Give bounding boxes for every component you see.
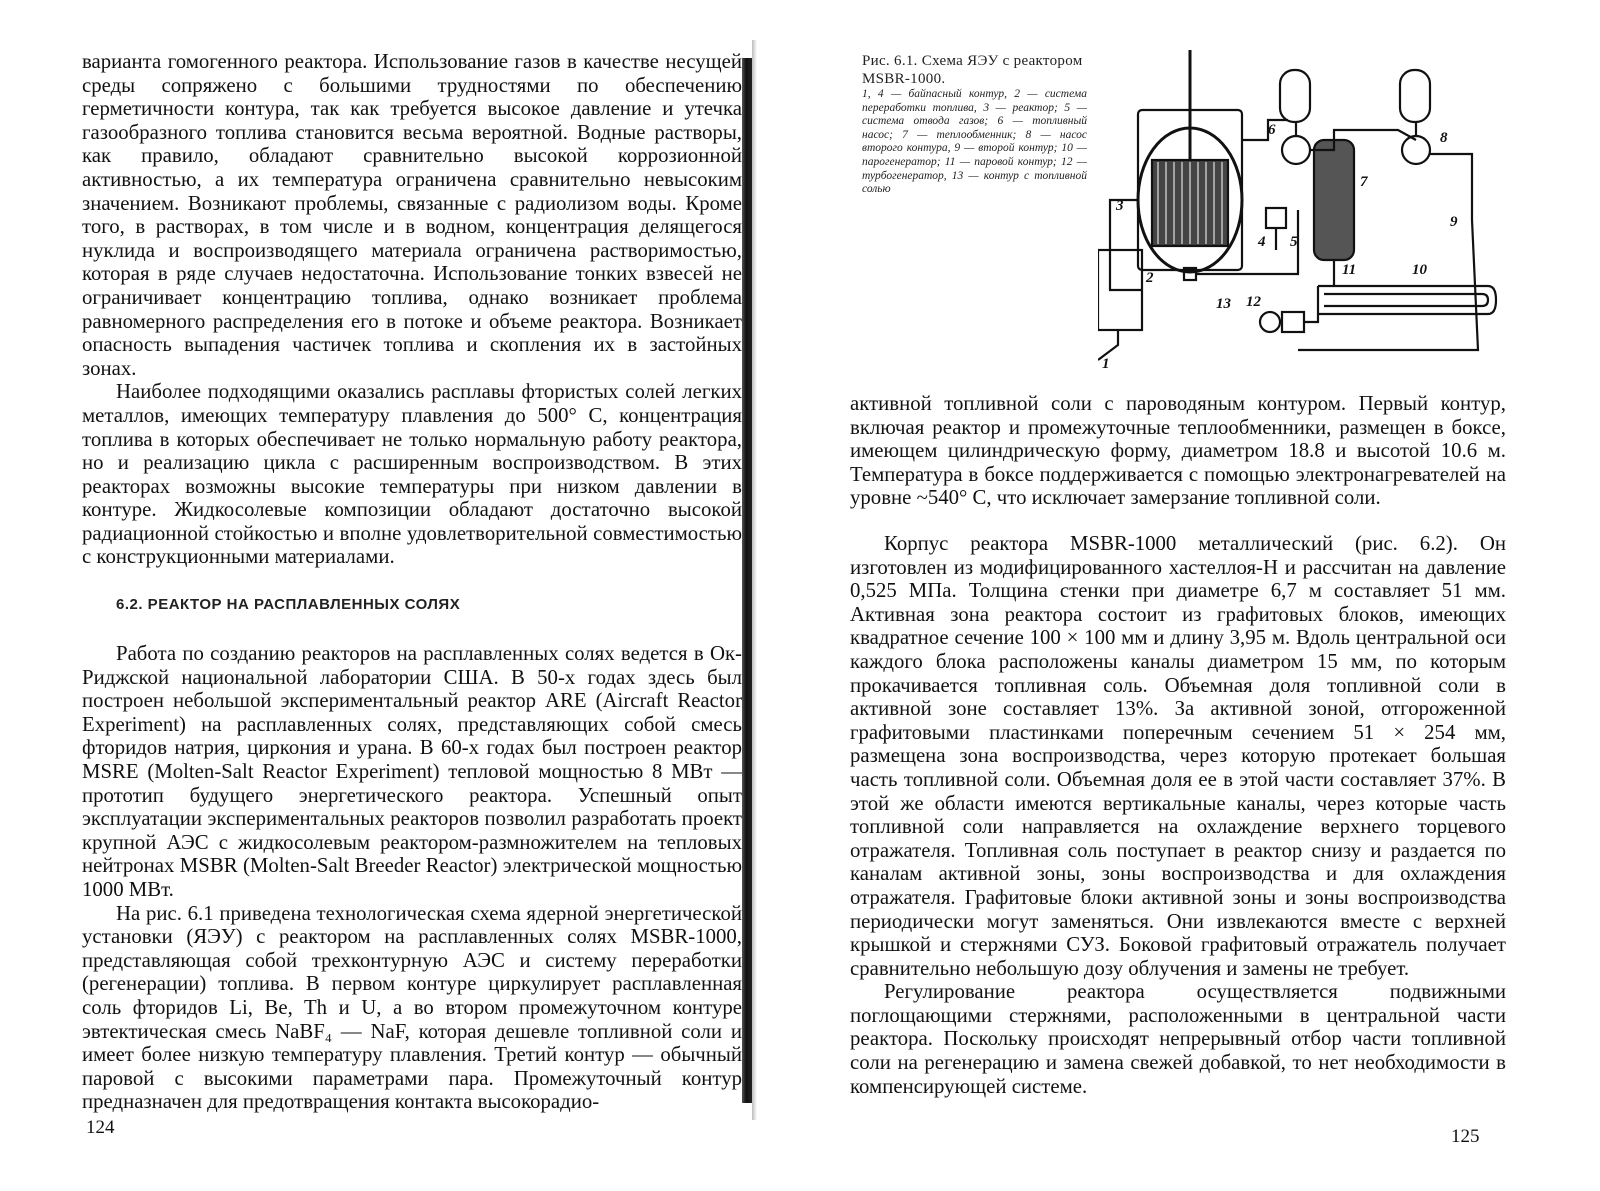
left-page [0, 0, 790, 1191]
right-text-top [850, 392, 1506, 510]
diagram-label: 8 [1440, 130, 1448, 146]
heat-exchanger [1314, 140, 1354, 260]
binding-shadow-edge [752, 40, 757, 1120]
reactor-scheme-diagram [1098, 50, 1498, 370]
right-text-bottom [850, 532, 1506, 1098]
figure-caption-title: Рис. 6.1. Схема ЯЭУ с реактором MSBR-1000. [862, 53, 1083, 87]
binding-shadow [742, 58, 752, 1103]
left-text-bottom [82, 642, 742, 1114]
paragraph: Работа по созданию реакторов на расплавленных солях ведется в Ок-Риджской национальной лаборатории США. В 50-х годах здесь был построен небольшой экспериментальный реактор ARE (Aircraft Reactor Experiment) на расплавленных солях, представляющих собой смесь фторидов натрия, циркония и урана. В 60-х годах был построен реактор MSRE (Molten-Salt Reactor Experiment) тепловой мощностью 8 МВт — прототип будущего энергетического реактора. Успешный опыт эксплуатации экспериментальных реакторов позволил разработать проект крупной АЭС с жидкосолевым реактором-размножителем на тепловых нейтронах MSBR (Molten-Salt Breeder Reactor) электрической мощностью 1000 МВт. [82, 642, 742, 901]
paragraph: Регулирование реактора осуществляется подвижными поглощающими стержнями, расположенными в центральной части реактора. Поскольку происходят непрерывный отбор части топливной соли на регенерацию и замена свежей добавкой, то нет необходимости в компенсирующей системе. [850, 980, 1506, 1098]
diagram-label: 3 [1116, 198, 1124, 214]
figure-caption [862, 52, 1087, 197]
diagram-label: 12 [1246, 294, 1261, 310]
diagram-label: 7 [1360, 174, 1368, 190]
diagram-label: 10 [1412, 262, 1427, 278]
paragraph: активной топливной соли с пароводяным контуром. Первый контур, включая реактор и промежуточные теплообменники, размещен в боксе, имеющем цилиндрическую форму, диаметром 18.8 и высотой 10.6 м. Температура в боксе поддерживается с помощью электронагревателей на уровне ~540° С, что исключает замерзание топливной соли. [850, 392, 1506, 510]
diagram-label: 1 [1102, 356, 1110, 370]
diagram-label: 11 [1342, 262, 1357, 278]
diagram-label: 2 [1146, 270, 1154, 286]
diagram-label: 4 [1258, 234, 1266, 250]
diagram-label: 9 [1450, 214, 1458, 230]
diagram-label: 5 [1290, 234, 1298, 250]
diagram-label: 13 [1216, 296, 1231, 312]
paragraph: Корпус реактора MSBR-1000 металлический (рис. 6.2). Он изготовлен из модифицированного хастеллоя-Н и рассчитан на давление 0,525 МПа. Толщина стенки при диаметре 6,7 м составляет 51 мм. Активная зона реактора состоит из графитовых блоков, имеющих квадратное сечение 100 × 100 мм и длину 3,95 м. Вдоль центральной оси каждого блока расположены каналы диаметром 15 мм, по которым прокачивается топливная соль. Объемная доля топливной соли в активной зоне составляет 13%. За активной зоной, отгороженной графитовыми пластинками поперечным сечением 51 × 254 мм, размещена зона воспроизводства, через которую протекает большая часть топливной соли. Объемная доля ее в этой части составляет 37%. В этой же области имеются вертикальные каналы, через которые часть топливной соли направляется на охлаждение верхнего торцевого отражателя. Топливная соль поступает в реактор снизу и раздается по каналам активной зоны, зоны воспроизводства и для охлаждения отражателя. Графитовые блоки активной зоны и зоны воспроизводства периодически могут заменяться. Они извлекаются вместе с верхней крышкой и стержнями СУЗ. Боковой графитовый отражатель получает сравнительно небольшую дозу облучения и замены не требует. [850, 532, 1506, 980]
page-number: 124 [86, 1117, 115, 1138]
section-heading: 6.2. РЕАКТОР НА РАСПЛАВЛЕННЫХ СОЛЯХ [116, 596, 461, 613]
paragraph: варианта гомогенного реактора. Использование газов в качестве несущей среды сопряжено с большими трудностями по обеспечению герметичности контура, так как требуется высокое давление и утечка газообразного топлива становится весьма вероятной. Водные растворы, как правило, обладают сравнительно высокой коррозионной активностью, а их температура ограничена сравнительно невысоким значением. Возникают проблемы, связанные с радиолизом воды. Кроме того, в растворах, в том числе и в водном, концентрация делящегося нуклида и воспроизводящего материала ограничена растворимостью, которая в ряде случаев недостаточна. Использование тонких взвесей не ограничивает концентрацию топлива, однако возникает проблема равномерного распределения его в потоке и объеме реактора. Возникает опасность выпадения частичек топлива и скопления их в застойных зонах. [82, 50, 742, 380]
paragraph: Наиболее подходящими оказались расплавы фтористых солей легких металлов, имеющих температуру плавления до 500° С, концентрация топлива в которых обеспечивает не только нормальную работу реактора, но и реализацию цикла с расширенным воспроизводством. В этих реакторах возможны высокие температуры при низком давлении в контуре. Жидкосолевые композиции обладают достаточно высокой радиационной стойкостью и вполне удовлетворительной совместимостью с конструкционными материалами. [82, 380, 742, 569]
reactor-scheme-svg [1098, 50, 1498, 370]
page-number: 125 [1451, 1126, 1480, 1147]
paragraph: На рис. 6.1 приведена технологическая схема ядерной энергетической установки (ЯЭУ) с реактором на расплавленных солях MSBR-1000, представляющая собой трехконтурную АЭС и систему переработки (регенерации) топлива. В первом контуре циркулирует расплавленная соль фторидов Li, Be, Th и U, а во втором промежуточном контуре эвтектическая смесь NaBF₄ — NaF, которая дешевле топливной соли и имеет более низкую температуру плавления. Третий контур — обычный паровой с высокими параметрами пара. Промежуточный контур предназначен для предотвращения контакта высокорадио- [82, 901, 742, 1114]
left-text-top [82, 50, 742, 569]
figure-caption-legend: 1, 4 — байпасный контур, 2 — система переработки топлива, 3 — реактор; 5 — система отвода газов; 6 — топливный насос; 7 — теплообменник; 8 — насос второго контура, 9 — второй контур; 10 — парогенератор; 11 — паровой контур; 12 — турбогенератор, 13 — контур с топливной солью [862, 88, 1087, 196]
diagram-label: 6 [1268, 122, 1276, 138]
